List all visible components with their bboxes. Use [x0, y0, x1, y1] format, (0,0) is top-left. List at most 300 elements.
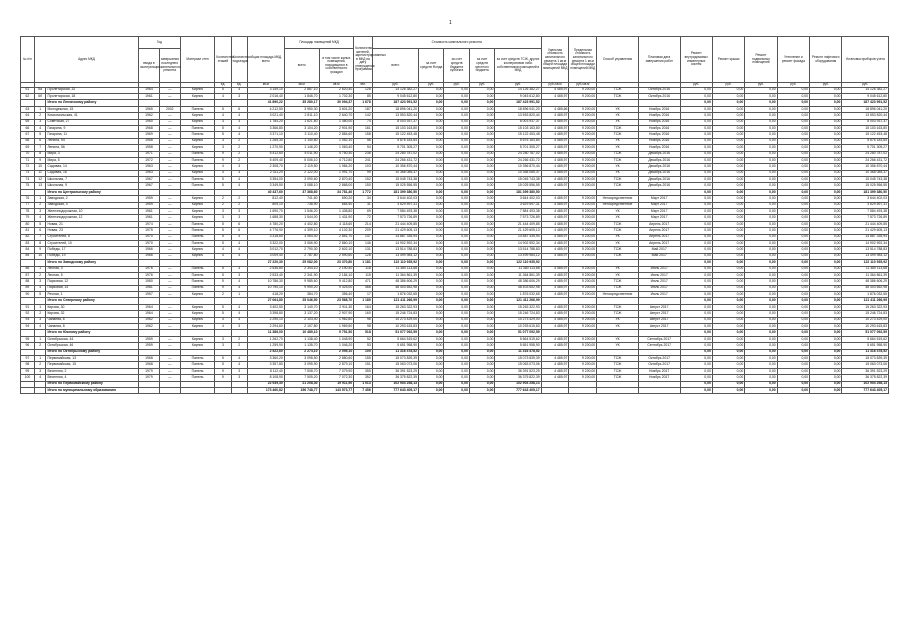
header-cost-local: за счет средств местного бюджета	[469, 49, 494, 83]
table-cell: Октябрь 2016	[638, 87, 680, 93]
table-cell: 23 370,80	[319, 260, 354, 266]
table-cell: 1967	[139, 183, 160, 189]
table-cell: 2 870,40	[319, 177, 354, 183]
table-cell: ТСЖ	[597, 304, 639, 310]
table-cell: 70	[21, 151, 35, 157]
table-cell: 14 126 382,27	[495, 87, 541, 93]
table-cell: 1981	[139, 285, 160, 291]
table-cell: 0,00	[680, 247, 712, 253]
table-cell: 9 200,00	[569, 362, 597, 368]
table-cell: 0,00	[444, 119, 469, 125]
table-cell: 0,00	[712, 202, 744, 208]
table-cell: Кирпич	[180, 253, 215, 259]
table-cell: 15 122 453,48	[372, 132, 418, 138]
table-cell: 0,00	[810, 93, 842, 99]
table-cell: УК	[597, 170, 639, 176]
table-cell: 1962	[139, 324, 160, 330]
table-cell: 65	[21, 119, 35, 125]
table-cell: 36 391 523,29	[495, 368, 541, 374]
table-cell: 4	[231, 177, 247, 183]
table-cell: 0,00	[680, 240, 712, 246]
table-cell: 35 280,17	[284, 100, 319, 106]
table-cell: 0,00	[680, 324, 712, 330]
table-cell: 9 045 612,80	[495, 93, 541, 99]
table-cell: ТСЖ	[597, 151, 639, 157]
table-cell: Ноябрь 2016	[638, 145, 680, 151]
table-cell: 0,00	[469, 164, 494, 170]
table-cell: 0,00	[777, 221, 809, 227]
table-cell: 15 073 839,39	[842, 356, 889, 362]
table-cell: Май 2017	[638, 247, 680, 253]
table-cell: 0,00	[810, 266, 842, 272]
table-cell: 15 045 743,38	[842, 177, 889, 183]
table-cell: 0,00	[469, 292, 494, 298]
table-cell: Октябрьская, 44	[46, 336, 139, 342]
table-cell: 9 200,00	[569, 145, 597, 151]
table-cell: 3	[231, 317, 247, 323]
table-cell: 0,00	[469, 113, 494, 119]
table-cell: УК	[597, 324, 639, 330]
table-cell: 122 110 935,92	[372, 260, 418, 266]
table-cell: Ленина, 54	[46, 138, 139, 144]
table-cell: Панель	[180, 279, 215, 285]
table-cell: УК	[597, 215, 639, 221]
table-cell: 11 364 861,39	[495, 272, 541, 278]
table-cell: 0,00	[810, 119, 842, 125]
table-cell: Железнодорожная, 10	[46, 209, 139, 215]
table-cell: 21 429 605,13	[495, 228, 541, 234]
table-cell: 1 690,70	[247, 209, 284, 215]
table-cell: 4 485,97	[541, 247, 569, 253]
table-cell: 4	[231, 87, 247, 93]
table-cell: 3	[231, 272, 247, 278]
table-cell: 2	[34, 202, 46, 208]
table-cell: 0,00	[712, 125, 744, 131]
table-cell: 15 063 073,06	[372, 362, 418, 368]
table-cell: УК	[597, 240, 639, 246]
table-cell: 15 246 724,83	[495, 311, 541, 317]
table-cell: 0,00	[469, 170, 494, 176]
table-cell: 0,00	[680, 387, 712, 393]
table-cell: Панель	[180, 368, 215, 374]
table-cell: 0,00	[419, 119, 444, 125]
table-cell: 15 263 322,93	[372, 304, 418, 310]
table-cell: 0,00	[444, 349, 469, 355]
table-cell: 3	[231, 164, 247, 170]
unit-cell: ед.	[231, 83, 247, 88]
table-cell: 0,00	[680, 119, 712, 125]
table-cell: УК	[597, 119, 639, 125]
table-cell: 0,00	[469, 266, 494, 272]
table-cell: 13 553 820,44	[372, 113, 418, 119]
table-cell: 10 293 615,83	[842, 324, 889, 330]
table-cell: 3 104,20	[284, 125, 319, 131]
table-cell: Непосредственное	[597, 196, 639, 202]
table-cell: Панель	[180, 183, 215, 189]
table-cell: 4 485,97	[541, 336, 569, 342]
table-cell: 6	[34, 228, 46, 234]
table-cell: Июль 2017	[638, 285, 680, 291]
table-cell: 0,00	[745, 170, 777, 176]
table-cell: 13 499 984,12	[372, 253, 418, 259]
header-wall-material: Материал стен	[180, 37, 215, 83]
table-cell: 3 318,60	[247, 234, 284, 240]
table-cell: 0,00	[712, 234, 744, 240]
table-cell: УК	[597, 343, 639, 349]
table-cell: 0,00	[469, 228, 494, 234]
table-cell: 24 266 431,72	[372, 157, 418, 163]
table-cell: 4	[34, 375, 46, 381]
page-number: 1	[449, 20, 452, 26]
table-cell: Весенняя, 4	[46, 375, 139, 381]
table-cell: 0,00	[444, 145, 469, 151]
table-cell: Ленина, 56	[46, 145, 139, 151]
table-cell: 1 876 032,65	[372, 292, 418, 298]
table-cell: 4 485,97	[541, 177, 569, 183]
table-cell: —	[159, 151, 180, 157]
table-cell: 4 485,97	[541, 266, 569, 272]
table-cell: 0,00	[444, 356, 469, 362]
table-cell: 0,00	[712, 336, 744, 342]
table-cell: 0,00	[810, 304, 842, 310]
table-cell: 0,00	[810, 100, 842, 106]
table-cell: 0,00	[419, 138, 444, 144]
table-cell: Декабрь 2016	[638, 177, 680, 183]
table-cell: Март 2017	[638, 215, 680, 221]
table-cell: 48 403 652,98	[495, 285, 541, 291]
table-cell: 777 643 405,17	[495, 387, 541, 393]
table-cell: Школьная, 9	[46, 183, 139, 189]
table-cell: 0,00	[680, 356, 712, 362]
table-cell: 0,00	[810, 317, 842, 323]
table-cell: 4 485,97	[541, 113, 569, 119]
table-cell: 9 200,00	[569, 209, 597, 215]
table-cell: 158	[354, 132, 373, 138]
table-cell: 24 280 787,02	[372, 151, 418, 157]
table-cell: 14 126 382,27	[372, 87, 418, 93]
table-cell: ТСЖ	[597, 125, 639, 131]
unit-cell: руб.	[495, 83, 541, 88]
table-cell: 0,00	[777, 106, 809, 112]
table-cell: 18 896 041,20	[372, 106, 418, 112]
table-cell: 0,00	[419, 304, 444, 310]
table-cell: Кирпич	[180, 215, 215, 221]
table-cell: 0,00	[745, 292, 777, 298]
table-cell: 0,00	[444, 336, 469, 342]
table-cell: 0,00	[745, 164, 777, 170]
table-cell: 0,00	[469, 368, 494, 374]
table-cell: 41 890,22	[247, 100, 284, 106]
table-cell: 3 140,70	[284, 304, 319, 310]
table-cell: 4 485,97	[541, 87, 569, 93]
table-cell: 0,00	[469, 381, 494, 387]
table-cell: 102 904 258,13	[495, 381, 541, 387]
table-cell: 10 489,10	[284, 330, 319, 336]
table-cell: 0,00	[745, 234, 777, 240]
table-cell	[597, 387, 639, 393]
table-cell: 0,00	[745, 311, 777, 317]
table-cell: 4	[231, 356, 247, 362]
table-cell: 0,00	[810, 336, 842, 342]
table-cell: 0,00	[469, 125, 494, 131]
table-cell: 0,00	[469, 356, 494, 362]
table-cell: 10 368 085,37	[495, 170, 541, 176]
table-cell: 0,00	[777, 215, 809, 221]
table-cell: 0,00	[469, 324, 494, 330]
table-cell: 0,00	[777, 304, 809, 310]
table-cell: 67	[21, 132, 35, 138]
table-cell: 241	[354, 157, 373, 163]
table-cell: 15 063 073,06	[842, 362, 889, 368]
table-cell: Июль 2017	[638, 292, 680, 298]
table-cell: 76	[21, 196, 35, 202]
table-cell: УК	[597, 113, 639, 119]
table-cell: 0,00	[469, 272, 494, 278]
table-cell: 74	[354, 119, 373, 125]
table-cell: 7 573 726,89	[495, 215, 541, 221]
table-cell: 0,00	[810, 324, 842, 330]
table-cell: 5 676 183,84	[372, 138, 418, 144]
table-cell: 2 811,10	[284, 113, 319, 119]
table-cell: 5	[215, 177, 231, 183]
table-cell: 4	[231, 234, 247, 240]
header-work-systems: Ремонт внутридомовых инженерных систем	[680, 37, 712, 83]
table-cell: 21 429 605,13	[842, 228, 889, 234]
table-cell: 7 079,90	[319, 368, 354, 374]
table-cell: Итого по Первомайскому району	[46, 381, 139, 387]
table-cell: 10 356 870,44	[495, 164, 541, 170]
table-cell: ТСЖ	[597, 221, 639, 227]
table-cell: 1 702,30	[319, 93, 354, 99]
table-cell: 71	[21, 157, 35, 163]
table-cell: 0,00	[810, 311, 842, 317]
table-cell: 15 025 556,55	[842, 183, 889, 189]
table-cell: Лесная, 3	[46, 266, 139, 272]
table-cell: Парковая, 12	[46, 279, 139, 285]
table-cell: Август 2017	[638, 304, 680, 310]
table-cell: —	[159, 234, 180, 240]
table-cell: 4 485,97	[541, 183, 569, 189]
table-cell: 0,00	[712, 304, 744, 310]
table-cell: 85	[354, 93, 373, 99]
table-cell: 3	[215, 215, 231, 221]
table-cell: 181 399 380,50	[842, 189, 889, 195]
table-cell: 0,00	[810, 87, 842, 93]
table-cell: 0,00	[712, 375, 744, 381]
table-cell: 0,00	[469, 151, 494, 157]
table-cell: 9 200,00	[569, 253, 597, 259]
table-cell: 24 266 431,72	[495, 157, 541, 163]
table-cell: Чапаева, 8	[46, 324, 139, 330]
table-cell: 0,00	[444, 260, 469, 266]
table-cell: 0,00	[419, 279, 444, 285]
table-cell: 18 896 041,20	[842, 106, 889, 112]
table-cell: 0,00	[745, 138, 777, 144]
table-cell: 0,00	[680, 349, 712, 355]
table-cell: 131	[354, 247, 373, 253]
table-cell: 3 012,70	[247, 247, 284, 253]
table-cell: Кирпич	[180, 311, 215, 317]
table-cell: 2 911,30	[319, 304, 354, 310]
table-cell: 4 485,97	[541, 253, 569, 259]
table-cell: 4 485,97	[541, 292, 569, 298]
table-cell: 0,00	[469, 177, 494, 183]
table-cell: 9	[215, 285, 231, 291]
table-cell: Весенняя, 2	[46, 368, 139, 374]
header-work-roof: Ремонт крыши	[712, 37, 744, 83]
table-cell: 0,00	[419, 298, 444, 304]
table-cell: Панель	[180, 272, 215, 278]
table-cell: 1 048,90	[319, 336, 354, 342]
table-cell: 15 045 743,38	[372, 177, 418, 183]
table-cell: 4	[34, 125, 46, 131]
table-cell: Октябрь 2016	[638, 93, 680, 99]
table-cell: 1 962,80	[319, 317, 354, 323]
unit-cell: руб./кв.м	[541, 83, 569, 88]
table-cell: 0,00	[469, 132, 494, 138]
table-cell: 9 200,00	[569, 151, 597, 157]
table-cell: Декабрь 2016	[638, 170, 680, 176]
table-cell: 2 016,40	[247, 93, 284, 99]
table-cell: 0,00	[777, 292, 809, 298]
table-cell: 5	[215, 356, 231, 362]
table-cell: 0,00	[712, 356, 744, 362]
table-cell: 4 485,97	[541, 125, 569, 131]
table-cell: 4	[215, 164, 231, 170]
table-cell: 9 200,00	[569, 368, 597, 374]
table-cell: 0,00	[810, 164, 842, 170]
table-cell: Панель	[180, 228, 215, 234]
table-cell: 0,00	[712, 145, 744, 151]
table-cell: 9 200,00	[569, 183, 597, 189]
table-cell: 1 181	[354, 260, 373, 266]
table-cell: 0,00	[745, 106, 777, 112]
table-cell: 0,00	[810, 138, 842, 144]
table-cell: 4	[231, 125, 247, 131]
subtotal-row	[21, 387, 889, 393]
table-cell: 1966	[139, 253, 160, 259]
table-cell: ТСЖ	[597, 177, 639, 183]
table-cell: 3 629 597,31	[495, 202, 541, 208]
table-cell: Кирпич	[180, 209, 215, 215]
table-cell: 0,00	[444, 247, 469, 253]
table-cell: 0,00	[444, 164, 469, 170]
table-cell: 160	[354, 311, 373, 317]
table-cell: 1 138,40	[284, 336, 319, 342]
header-floors: Количество этажей	[215, 37, 231, 83]
table-cell: Март 2017	[638, 196, 680, 202]
table-cell: 0,00	[469, 196, 494, 202]
table-cell: Ноябрь 2016	[638, 125, 680, 131]
table-cell: 4	[231, 304, 247, 310]
table-cell: 8 003 937,37	[372, 119, 418, 125]
table-cell: 1 063,40	[319, 145, 354, 151]
table-cell: 2 907,90	[319, 311, 354, 317]
table-cell: 1 046,20	[319, 343, 354, 349]
table-cell: 0,00	[810, 260, 842, 266]
table-cell: 9 200,00	[569, 113, 597, 119]
table-cell: 4 485,97	[541, 317, 569, 323]
table-cell: 0,00	[444, 387, 469, 393]
table-cell: 18 896 041,20	[495, 106, 541, 112]
table-cell: 48 403 652,98	[842, 285, 889, 291]
table-cell: 2	[231, 196, 247, 202]
table-cell: 355	[354, 368, 373, 374]
table-cell: 1964	[139, 311, 160, 317]
table-cell: 0,00	[469, 145, 494, 151]
table-cell: 0,00	[810, 292, 842, 298]
table-cell: 0,00	[712, 285, 744, 291]
table-cell: 9 200,00	[569, 266, 597, 272]
table-cell: 6	[231, 221, 247, 227]
table-cell: Ноябрь 2016	[638, 138, 680, 144]
table-cell: —	[159, 356, 180, 362]
table-cell: 0,00	[419, 221, 444, 227]
table-cell: 0,00	[777, 87, 809, 93]
table-cell: 1968	[139, 356, 160, 362]
table-cell: 0,00	[745, 343, 777, 349]
table-cell: 0,00	[777, 343, 809, 349]
table-cell: Новая, 21	[46, 221, 139, 227]
table-cell: 37 368,60	[284, 189, 319, 195]
table-cell: 1 984,20	[319, 164, 354, 170]
table-cell: —	[159, 285, 180, 291]
table-cell: 9 200,00	[569, 106, 597, 112]
table-cell: 1 146,20	[284, 145, 319, 151]
table-cell: 0,00	[469, 317, 494, 323]
table-cell: 0,00	[419, 228, 444, 234]
table-cell: 0,00	[469, 138, 494, 144]
table-cell: 0,00	[777, 330, 809, 336]
table-cell: 5 006,10	[284, 157, 319, 163]
table-cell: 0,00	[419, 100, 444, 106]
table-cell: Мира, 3	[46, 151, 139, 157]
table-cell: ТСЖ	[597, 285, 639, 291]
table-cell: 0,00	[469, 298, 494, 304]
table-cell: 128	[354, 253, 373, 259]
table-cell: 27 220,30	[247, 260, 284, 266]
table-cell: 0,00	[745, 93, 777, 99]
table-cell: Август 2017	[638, 324, 680, 330]
table-cell: 78	[21, 209, 35, 215]
table-cell: 0,00	[680, 106, 712, 112]
table-cell: 21 429 605,13	[372, 228, 418, 234]
table-cell: 0,00	[444, 100, 469, 106]
table-cell: 2	[231, 151, 247, 157]
table-cell: 3 371,10	[247, 132, 284, 138]
table-cell: Панель	[180, 106, 215, 112]
table-cell: 88	[21, 279, 35, 285]
table-cell: 3 322,00	[247, 240, 284, 246]
table-cell: —	[159, 279, 180, 285]
table-cell: 3	[34, 209, 46, 215]
table-cell: 0,00	[712, 209, 744, 215]
table-cell: 21 208,30	[284, 381, 319, 387]
table-cell: 90	[21, 292, 35, 298]
table-cell: 1	[34, 266, 46, 272]
table-cell: 1979	[139, 368, 160, 374]
table-cell: 0,00	[444, 189, 469, 195]
table-cell: 3 064,40	[284, 234, 319, 240]
table-cell: 0,00	[777, 298, 809, 304]
table-cell: 1 052,10	[319, 138, 354, 144]
table-cell: 13 553 820,44	[842, 113, 889, 119]
table-cell: 156 748,77	[284, 387, 319, 393]
table-cell: 9 200,00	[569, 285, 597, 291]
table-cell: 0,00	[680, 228, 712, 234]
table-cell: 14 902 592,34	[495, 240, 541, 246]
table-cell: Ноябрь 2017	[638, 368, 680, 374]
